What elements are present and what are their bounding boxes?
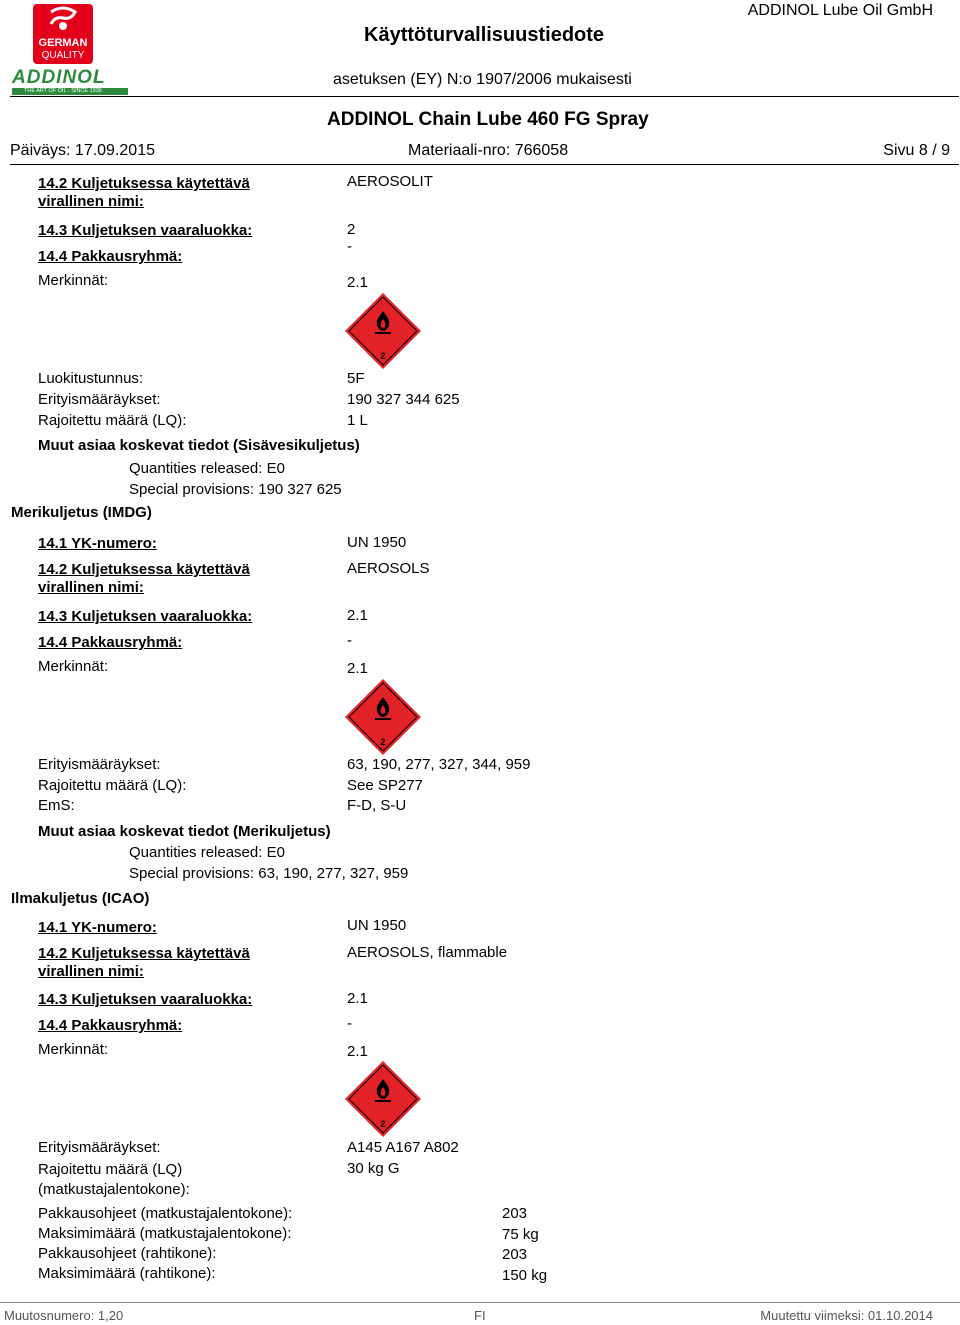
inland-name-value: AEROSOLIT	[347, 173, 433, 190]
seal-line-german: GERMAN	[38, 37, 88, 49]
icao-un-value: UN 1950	[347, 917, 407, 934]
imdg-ems-value: F-D, S-U	[347, 797, 407, 814]
icao-class-label: 14.3 Kuljetuksen vaaraluokka:	[38, 991, 253, 1008]
icao-special-label: Erityismääräykset:	[38, 1139, 161, 1156]
imdg-name-value: AEROSOLS	[347, 560, 430, 577]
flammable-gas-placard-icon	[343, 1059, 423, 1139]
imdg-other-qty: Quantities released: E0	[129, 844, 285, 861]
german-quality-seal	[33, 4, 93, 64]
addinol-logo	[12, 68, 132, 94]
inland-labels-label: Merkinnät:	[38, 272, 109, 289]
date-text: Päiväys: 17.09.2015	[10, 142, 155, 159]
imdg-other-heading: Muut asiaa koskevat tiedot (Merikuljetus)	[38, 823, 331, 840]
icao-heading: Ilmakuljetus (ICAO)	[11, 890, 150, 907]
imdg-heading: Merikuljetus (IMDG)	[11, 504, 152, 521]
imdg-special-label: Erityismääräykset:	[38, 756, 161, 773]
icao-lq-label: Rajoitettu määrä (LQ) (matkustajalentokone):	[38, 1161, 190, 1198]
imdg-un-label: 14.1 YK-numero:	[38, 535, 157, 552]
icao-special-value: A145 A167 A802	[347, 1139, 459, 1156]
imdg-un-value: UN 1950	[347, 534, 407, 551]
icao-labels-label: Merkinnät:	[38, 1041, 109, 1058]
icao-row-value: 203	[502, 1205, 528, 1222]
material-number: Materiaali-nro: 766058	[408, 142, 569, 159]
imdg-other-sp: Special provisions: 63, 190, 277, 327, 959	[129, 865, 409, 882]
inland-other-sp: Special provisions: 190 327 625	[129, 481, 342, 498]
inland-name-label: 14.2 Kuljetuksessa käytettävä virallinen nimi:	[38, 175, 250, 210]
placard-class-number: 2	[380, 737, 386, 747]
imdg-name-label: 14.2 Kuljetuksessa käytettävä virallinen nimi:	[38, 561, 250, 596]
inland-lq-value: 1 L	[347, 412, 368, 429]
company-name: ADDINOL Lube Oil GmbH	[747, 2, 933, 19]
seal-line-quality: QUALITY	[41, 50, 85, 61]
imdg-group-label: 14.4 Pakkausryhmä:	[38, 634, 183, 651]
inland-special-value: 190 327 344 625	[347, 391, 460, 408]
icao-row-label: Maksimimäärä (rahtikone):	[38, 1265, 216, 1282]
icao-lq-value: 30 kg G	[347, 1160, 400, 1177]
icao-name-label: 14.2 Kuljetuksessa käytettävä virallinen nimi:	[38, 945, 250, 980]
imdg-class-value: 2.1	[347, 607, 368, 624]
inland-classification-label: Luokitustunnus:	[38, 370, 144, 387]
imdg-labels-label: Merkinnät:	[38, 658, 109, 675]
inland-class-value: 2	[347, 221, 356, 238]
icao-row-label: Maksimimäärä (matkustajalentokone):	[38, 1225, 292, 1242]
imdg-labels-value: 2.1	[347, 660, 368, 677]
inland-labels-value: 2.1	[347, 274, 368, 291]
icao-row-label: Pakkausohjeet (rahtikone):	[38, 1245, 217, 1262]
placard-class-number: 2	[380, 1119, 386, 1129]
icao-group-label: 14.4 Pakkausryhmä:	[38, 1017, 183, 1034]
footer-rule	[0, 1302, 960, 1303]
icao-name-value: AEROSOLS, flammable	[347, 944, 508, 961]
inland-group-label: 14.4 Pakkausryhmä:	[38, 248, 183, 265]
regulation-text: asetuksen (EY) N:o 1907/2006 mukaisesti	[333, 71, 632, 88]
imdg-special-value: 63, 190, 277, 327, 344, 959	[347, 756, 531, 773]
header-rule-top	[10, 96, 959, 97]
footer-language: FI	[474, 1308, 486, 1323]
placard-class-number: 2	[380, 351, 386, 361]
icao-row-label: Pakkausohjeet (matkustajalentokone):	[38, 1205, 293, 1222]
inland-classification-value: 5F	[347, 370, 365, 387]
inland-other-heading: Muut asiaa koskevat tiedot (Sisävesikuljetus)	[38, 437, 360, 454]
flammable-gas-placard-icon	[343, 677, 423, 757]
footer-modified: Muutettu viimeksi: 01.10.2014	[760, 1308, 933, 1323]
imdg-group-value: -	[347, 632, 352, 649]
icao-un-label: 14.1 YK-numero:	[38, 919, 157, 936]
footer-revision: Muutosnumero: 1,20	[4, 1308, 124, 1323]
flammable-gas-placard-icon	[343, 291, 423, 371]
icao-labels-value: 2.1	[347, 1043, 368, 1060]
header-rule-bottom	[10, 164, 959, 165]
imdg-ems-label: EmS:	[38, 797, 75, 814]
icao-row-value: 203	[502, 1246, 528, 1263]
page-number: Sivu 8 / 9	[883, 142, 950, 159]
icao-row-value: 150 kg	[502, 1267, 548, 1284]
inland-class-label: 14.3 Kuljetuksen vaaraluokka:	[38, 222, 253, 239]
logo-tagline: THE ART OF OIL · SINCE 1936	[12, 88, 128, 95]
logo-wordmark: ADDINOL	[12, 67, 106, 88]
inland-group-value: -	[347, 238, 352, 255]
imdg-lq-label: Rajoitettu määrä (LQ):	[38, 777, 187, 794]
imdg-class-label: 14.3 Kuljetuksen vaaraluokka:	[38, 608, 253, 625]
icao-class-value: 2.1	[347, 990, 368, 1007]
icao-row-value: 75 kg	[502, 1226, 539, 1243]
product-name: ADDINOL Chain Lube 460 FG Spray	[327, 109, 649, 130]
inland-special-label: Erityismääräykset:	[38, 391, 161, 408]
inland-other-qty: Quantities released: E0	[129, 460, 285, 477]
icao-group-value: -	[347, 1015, 352, 1032]
imdg-lq-value: See SP277	[347, 777, 423, 794]
document-title: Käyttöturvallisuustiedote	[364, 24, 605, 46]
seal-emblem-icon	[33, 6, 93, 36]
inland-lq-label: Rajoitettu määrä (LQ):	[38, 412, 187, 429]
